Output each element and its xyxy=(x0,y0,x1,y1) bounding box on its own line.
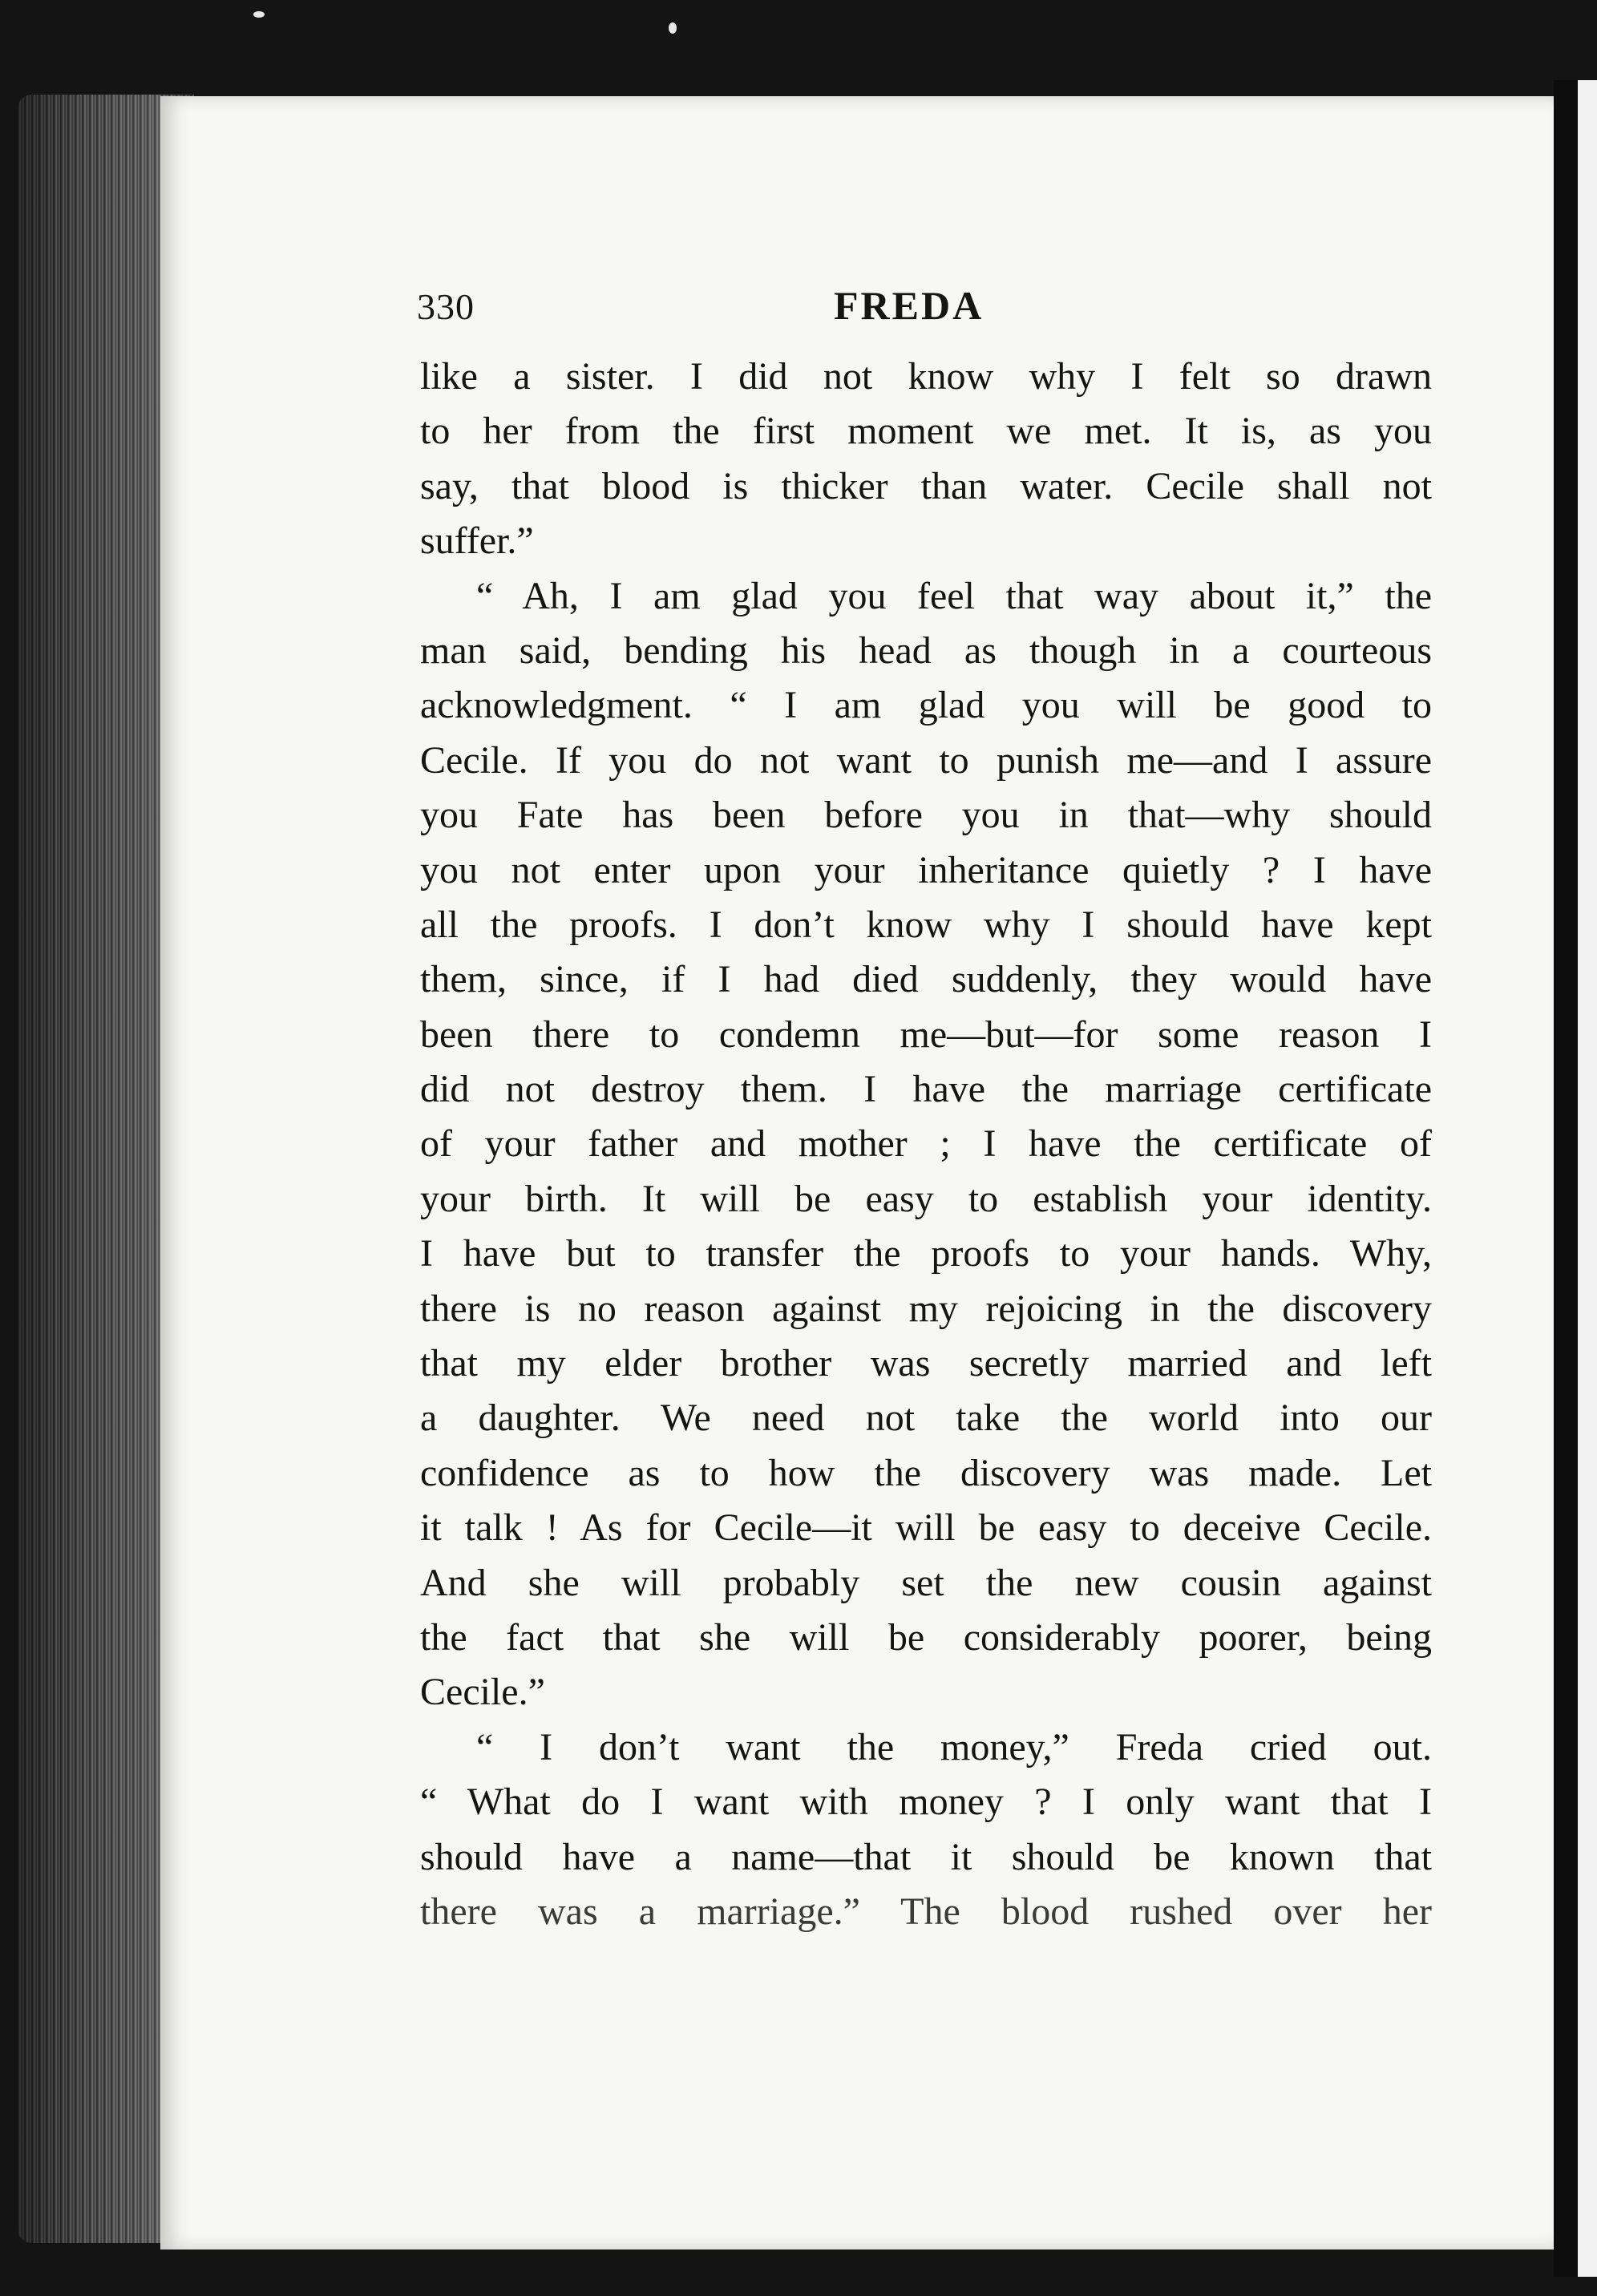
text-line: like a sister. I did not know why I felt so drawn xyxy=(420,355,1432,398)
running-head xyxy=(417,282,1435,338)
text-line: your birth. It will be easy to establish your identity. xyxy=(420,1177,1432,1220)
dust-speck xyxy=(253,11,265,18)
page-number: 330 xyxy=(417,286,475,327)
text-line: it talk ! As for Cecile—it will be easy to deceive Cecile. xyxy=(420,1506,1432,1550)
text-line: there is no reason against my rejoicing in the discovery xyxy=(420,1287,1432,1330)
text-line: And she will probably set the new cousin against xyxy=(420,1561,1432,1604)
text-line: suffer.” xyxy=(420,519,534,563)
right-margin-strip xyxy=(1578,80,1597,2277)
right-border xyxy=(1554,80,1578,2277)
text-line: “ Ah, I am glad you feel that way about it,” the xyxy=(476,574,1432,617)
text-line: man said, bending his head as though in a courteous xyxy=(420,629,1432,672)
text-line: did not destroy them. I have the marriage certificate xyxy=(420,1068,1432,1111)
text-line: confidence as to how the discovery was made. Let xyxy=(420,1451,1432,1494)
text-line: you Fate has been before you in that—why should xyxy=(420,794,1432,837)
running-title: FREDA xyxy=(834,283,984,328)
text-line: a daughter. We need not take the world into our xyxy=(420,1397,1432,1440)
text-line: acknowledgment. “ I am glad you will be good to xyxy=(420,684,1432,727)
body-text xyxy=(420,350,1432,1939)
text-line: should have a name—that it should be known that xyxy=(420,1835,1432,1878)
text-line: Cecile.” xyxy=(420,1671,545,1714)
text-line: you not enter upon your inheritance quietly ? I have xyxy=(420,848,1432,891)
text-line: the fact that she will be considerably poorer, being xyxy=(420,1615,1432,1659)
text-line: “ What do I want with money ? I only want that I xyxy=(420,1781,1432,1824)
text-line: been there to condemn me—but—for some reason I xyxy=(420,1013,1432,1056)
text-line: to her from the first moment we met. It is, as you xyxy=(420,410,1432,453)
text-line: I have but to transfer the proofs to your hands. Why, xyxy=(420,1232,1432,1275)
text-line: of your father and mother ; I have the certificate of xyxy=(420,1122,1432,1166)
text-line: them, since, if I had died suddenly, they would have xyxy=(420,958,1432,1001)
text-line: that my elder brother was secretly married and left xyxy=(420,1342,1432,1385)
text-line: say, that blood is thicker than water. Cecile shall not xyxy=(420,464,1432,507)
text-line: Cecile. If you do not want to punish me—and I assure xyxy=(420,738,1432,782)
text-line: all the proofs. I don’t know why I should have kept xyxy=(420,903,1432,946)
dust-speck xyxy=(669,22,677,34)
text-line: “ I don’t want the money,” Freda cried out. xyxy=(476,1725,1432,1768)
text-line: there was a marriage.” The blood rushed over her xyxy=(420,1890,1432,1933)
